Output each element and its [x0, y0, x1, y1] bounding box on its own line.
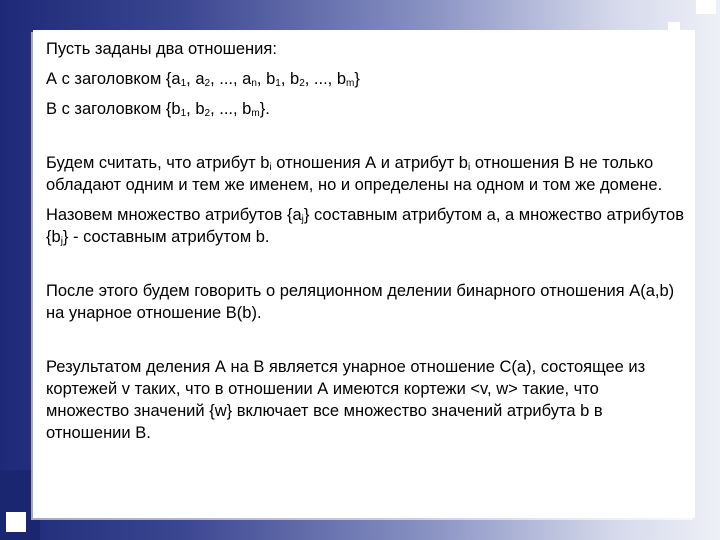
text-run: }: [354, 70, 360, 88]
text-run: , ..., b: [210, 100, 252, 118]
text-run: } - составным атрибутом b.: [62, 228, 270, 246]
text-run: , b: [186, 100, 205, 118]
subscript: 1: [180, 78, 187, 89]
subscript: m: [346, 78, 355, 89]
text-run: отношения В не только обладают одним и тем же именем, но и определены на одном и том же домене.: [46, 154, 663, 194]
subscript: i: [269, 162, 272, 173]
subscript: 2: [204, 108, 211, 119]
text-run: , b: [256, 70, 276, 88]
subscript: n: [251, 78, 257, 89]
text-run: }.: [259, 100, 270, 118]
text-run: отношения А и атрибут b: [271, 154, 468, 172]
subscript: i: [468, 162, 471, 173]
paragraph-composite-attributes: [46, 204, 686, 248]
text-run: А с заголовком {a: [46, 70, 181, 88]
text-run: , b: [280, 70, 300, 88]
subscript: m: [251, 108, 260, 119]
text-run: , ..., b: [304, 70, 347, 88]
subscript: 2: [204, 78, 211, 89]
slide-text: [46, 38, 686, 444]
paragraph-intro: Пусть заданы два отношения:: [46, 40, 277, 58]
paragraph-relation-a-heading: [46, 68, 686, 90]
text-run: } составным атрибутом a, а множество атрибутов {b: [46, 206, 684, 246]
subscript: j: [60, 236, 63, 247]
subscript: 2: [299, 78, 305, 89]
decorative-square: [696, 0, 716, 14]
subscript: 1: [275, 78, 281, 89]
paragraph-relation-b-heading: [46, 98, 686, 120]
text-run: , a: [186, 70, 205, 88]
paragraph-division-definition: После этого будем говорить о реляционном делении бинарного отношения A(a,b) на унарное отношение B(b).: [46, 282, 675, 322]
subscript: 1: [180, 108, 187, 119]
paragraph-division-result: Результатом деления А на В является унарное отношение C(a), состоящее из кортежей v таких, что в отношении А имеются кортежи <v, w> такие, что множество значений {w} включает все множество значений атрибута b в отношении B.: [46, 358, 646, 442]
content-panel: [33, 30, 695, 518]
decorative-square: [6, 512, 26, 532]
text-run: В с заголовком {b: [46, 100, 181, 118]
text-run: , ..., a: [210, 70, 252, 88]
text-run: Будем считать, что атрибут b: [46, 154, 270, 172]
paragraph-attribute-assumption: [46, 152, 686, 196]
text-run: Назовем множество атрибутов {a: [46, 206, 302, 224]
subscript: j: [301, 214, 304, 225]
